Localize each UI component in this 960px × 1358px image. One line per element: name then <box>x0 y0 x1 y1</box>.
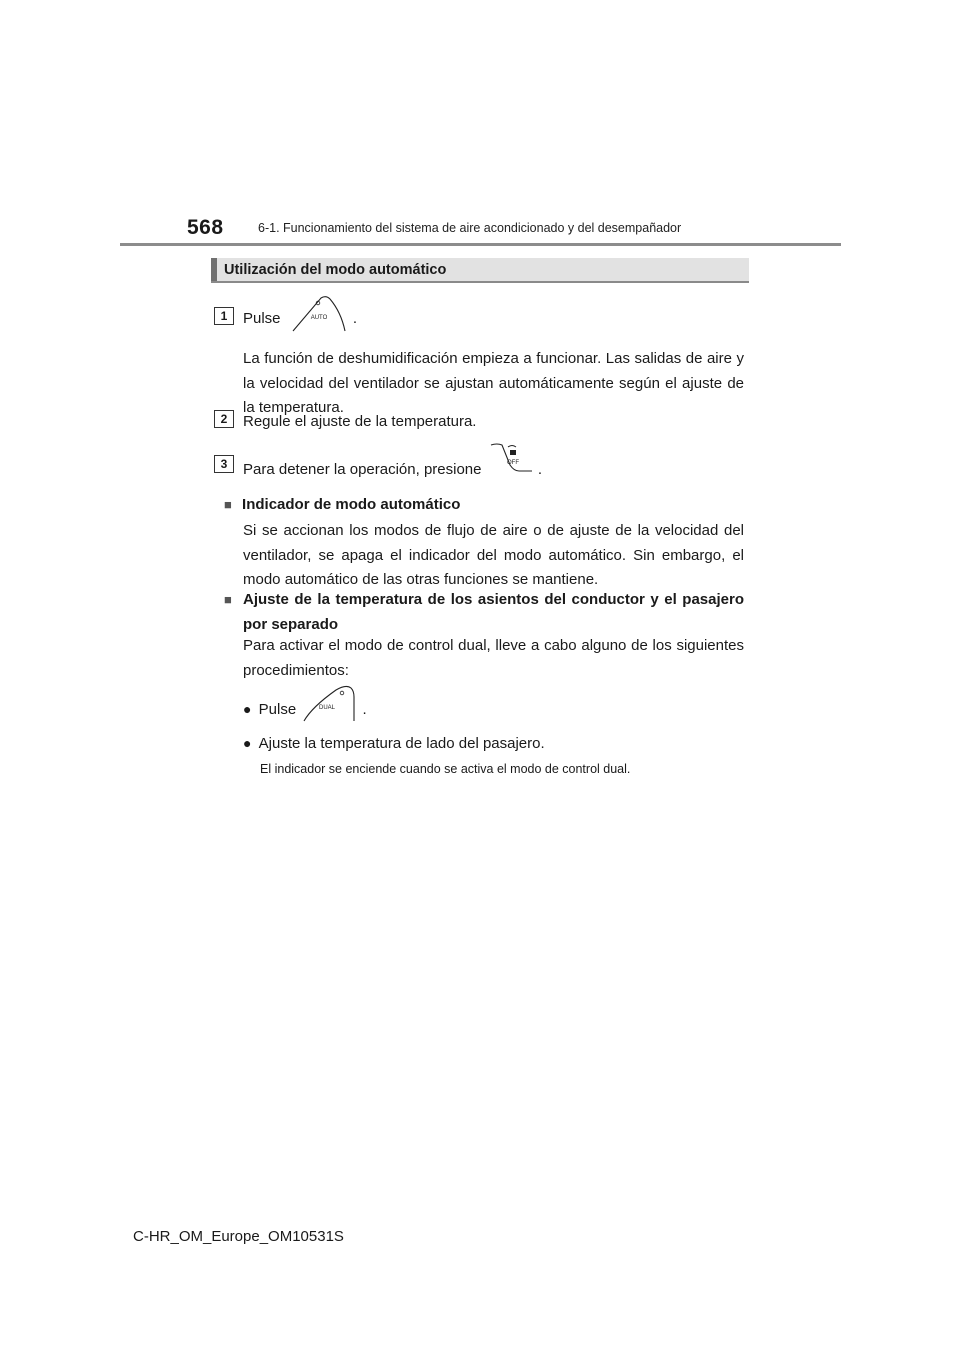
note-1-heading <box>224 493 460 518</box>
step-number-1: 1 <box>214 307 234 325</box>
dual-button-icon <box>302 685 356 723</box>
round-bullet-icon: ● <box>243 735 252 751</box>
step-3-text: Para detener la operación, presione <box>243 460 482 478</box>
bullet-2-text: Ajuste la temperatura de lado del pasajero. <box>258 735 545 752</box>
note-2-body: Para activar el modo de control dual, lleve a cabo alguno de los siguientes procedimientos: <box>243 637 744 679</box>
svg-text:DUAL: DUAL <box>319 705 336 712</box>
square-bullet-icon: ■ <box>224 497 232 512</box>
dual-indicator-note: El indicador se enciende cuando se activa el modo de control dual. <box>260 762 631 776</box>
step-1-description: La función de deshumidificación empieza a funcionar. Las salidas de aire y la velocidad del ventilador se ajustan automáticamente según el ajuste de la temperatura. <box>243 350 744 416</box>
step-1-line <box>243 305 357 333</box>
step-1-period: . <box>352 309 358 327</box>
off-button-icon <box>488 441 534 485</box>
note-1-title: Indicador de modo automático <box>242 496 461 513</box>
step-3-period: . <box>537 460 543 478</box>
step-2-text: Regule el ajuste de la temperatura. <box>243 413 477 430</box>
header-divider <box>120 243 841 246</box>
bullet-2 <box>243 731 545 757</box>
svg-text:OFF: OFF <box>506 460 519 466</box>
section-heading <box>211 258 749 283</box>
step-1-text: Pulse <box>243 309 281 327</box>
section-title: Utilización del modo automático <box>224 262 447 278</box>
step-number-3: 3 <box>214 455 234 473</box>
bullet-1 <box>243 697 367 723</box>
step-3-line <box>243 455 542 485</box>
page-number: 568 <box>187 216 224 239</box>
bullet-1-text: Pulse <box>258 701 297 718</box>
chapter-title: 6-1. Funcionamiento del sistema de aire acondicionado y del desempañador <box>258 221 682 235</box>
auto-button-icon <box>289 295 347 333</box>
note-2-bullet <box>224 588 232 613</box>
bullet-1-period: . <box>362 701 367 718</box>
note-1-body: Si se accionan los modos de flujo de aire o de ajuste de la velocidad del ventilador, se apaga el indicador del modo automático. Sin embargo, el modo automático de las otras funciones se mantiene. <box>243 522 744 588</box>
svg-text:AUTO: AUTO <box>310 315 327 321</box>
section-accent <box>211 258 217 281</box>
document-code: C-HR_OM_Europe_OM10531S <box>133 1228 344 1245</box>
square-bullet-icon: ■ <box>224 592 232 607</box>
round-bullet-icon: ● <box>243 701 252 717</box>
note-2-title: Ajuste de la temperatura de los asientos del conductor y el pasajero por separado <box>243 591 744 633</box>
step-number-2: 2 <box>214 410 234 428</box>
